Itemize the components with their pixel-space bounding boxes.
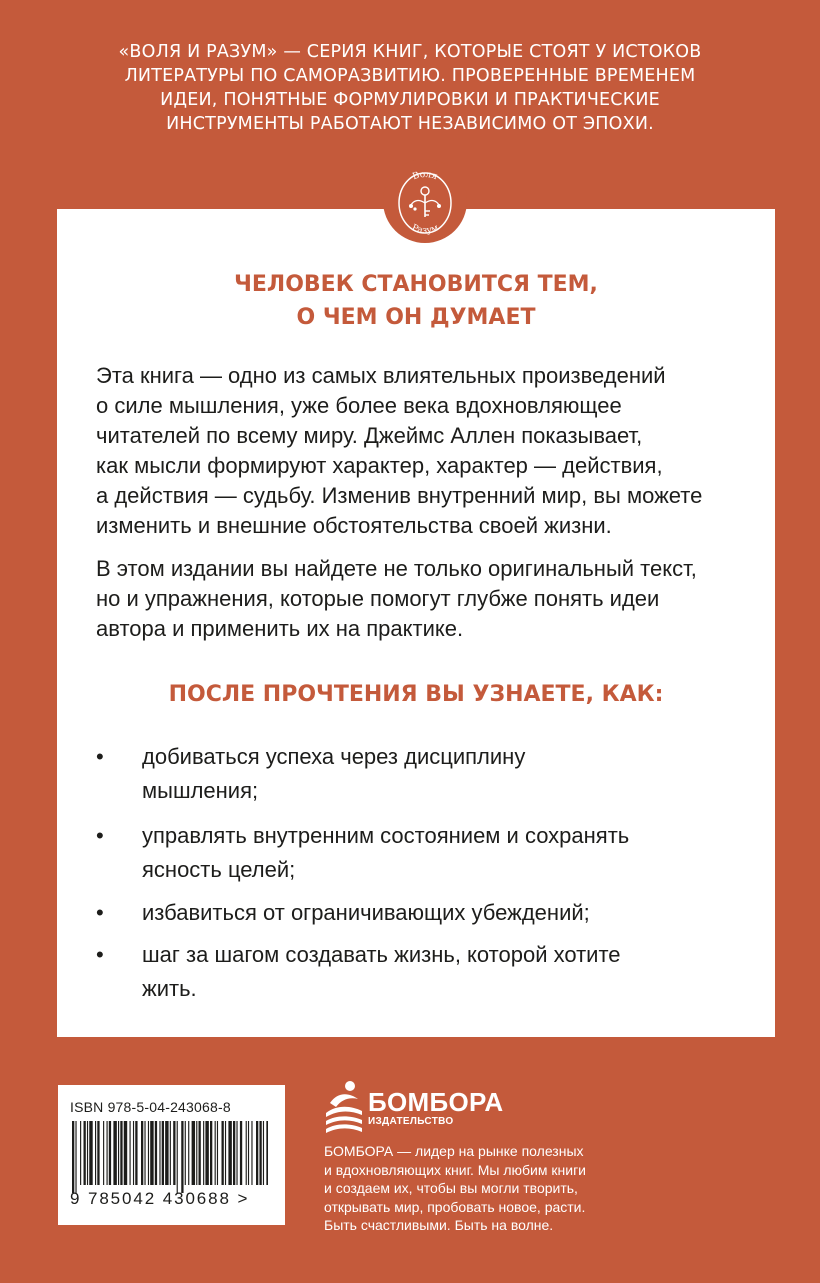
list-item-line: жить. <box>142 976 197 1001</box>
paragraph-line: Эта книга — одно из самых влиятельных произведений <box>96 363 666 388</box>
bullet-icon: • <box>96 900 104 925</box>
barcode-bar <box>75 1121 76 1193</box>
barcode-bar <box>256 1121 258 1185</box>
barcode-bar <box>192 1121 195 1185</box>
barcode-bar <box>148 1121 149 1185</box>
barcode-bar <box>130 1121 131 1185</box>
barcode-bar <box>113 1121 116 1185</box>
intro-line: ИНСТРУМЕНТЫ РАБОТАЮТ НЕЗАВИСИМО ОТ ЭПОХИ. <box>166 114 654 134</box>
barcode-digits: 9 785042 430688 > <box>70 1189 250 1208</box>
barcode-bar <box>259 1121 261 1185</box>
intro-line: «ВОЛЯ И РАЗУМ» — СЕРИЯ КНИГ, КОТОРЫЕ СТОЯТ У ИСТОКОВ <box>118 42 702 62</box>
barcode-bar <box>266 1121 268 1185</box>
bombora-wave-logo-icon <box>324 1077 364 1137</box>
bullet-icon: • <box>96 744 104 769</box>
barcode-bar <box>173 1121 175 1185</box>
list-item-line: ясность целей; <box>142 857 296 882</box>
barcode-bar <box>233 1121 235 1185</box>
seal-bottom-text: Разум <box>410 223 440 237</box>
barcode-bar <box>135 1121 137 1185</box>
barcode-bar <box>89 1121 92 1185</box>
publisher-line: и создаем их, чтобы вы могли творить, <box>324 1180 578 1196</box>
barcode-bar <box>217 1121 218 1185</box>
paragraph-line: автора и применить их на практике. <box>96 616 464 641</box>
learn-heading <box>57 678 775 711</box>
barcode-bar <box>236 1121 237 1185</box>
barcode-bar <box>222 1121 224 1185</box>
barcode-bar <box>107 1121 108 1185</box>
barcode-bar <box>240 1121 242 1185</box>
svg-text:Воля <box>411 170 439 183</box>
barcode-bar <box>124 1121 127 1185</box>
isbn-barcode-box <box>58 1085 285 1225</box>
publisher-subtitle: ИЗДАТЕЛЬСТВО <box>368 1116 454 1127</box>
barcode-bar <box>87 1121 88 1185</box>
publisher-name: БОМБОРА <box>368 1087 504 1117</box>
list-item-line: шаг за шагом создавать жизнь, которой хотите <box>142 942 621 967</box>
barcode-bar <box>170 1121 171 1185</box>
barcode-bar <box>150 1121 153 1185</box>
barcode-bar <box>199 1121 201 1185</box>
svg-text:Разум <box>410 223 440 236</box>
barcode-bar <box>248 1121 249 1185</box>
paragraph-line: но и упражнения, которые помогут глубже понять идеи <box>96 586 660 611</box>
intro-line: ЛИТЕРАТУРЫ ПО САМОРАЗВИТИЮ. ПРОВЕРЕННЫЕ ВРЕМЕНЕМ <box>124 66 696 86</box>
barcode-bar <box>141 1121 143 1185</box>
barcode-bar <box>177 1121 178 1193</box>
barcode-bar <box>159 1121 160 1185</box>
paragraph-line: читателей по всему миру. Джеймс Аллен показывает, <box>96 423 643 448</box>
intro-line: ИДЕИ, ПОНЯТНЫЕ ФОРМУЛИРОВКИ И ПРАКТИЧЕСКИЕ <box>160 90 660 110</box>
barcode-bar <box>95 1121 96 1185</box>
paragraph-line: изменить и внешние обстоятельства своей жизни. <box>96 513 612 538</box>
barcode-bar <box>120 1121 122 1185</box>
barcode-bar <box>97 1121 99 1185</box>
barcode-bar <box>103 1121 104 1185</box>
barcode-bar <box>133 1121 134 1185</box>
barcode-bar <box>80 1121 81 1185</box>
barcode-bar <box>84 1121 86 1185</box>
publisher-line: открывать мир, пробовать новое, расти. <box>324 1198 586 1215</box>
barcode <box>72 1121 268 1193</box>
list-item-line: добиваться успеха через дисциплину <box>142 744 526 769</box>
barcode-bar <box>210 1121 212 1185</box>
barcode-bar <box>246 1121 247 1185</box>
series-intro <box>60 40 760 136</box>
headline <box>57 268 775 334</box>
barcode-bar <box>196 1121 197 1185</box>
publisher-line: Быть счастливыми. Быть на волне. <box>324 1217 554 1233</box>
description-paragraph <box>96 361 756 541</box>
barcode-bar <box>118 1121 119 1185</box>
key-flower-emblem-icon <box>383 159 467 243</box>
barcode-bar <box>251 1121 252 1185</box>
list-item-line: избавиться от ограничивающих убеждений; <box>142 900 590 925</box>
barcode-bar <box>162 1121 164 1185</box>
barcode-bar <box>205 1121 208 1185</box>
list-item-line: мышления; <box>142 778 259 803</box>
barcode-bar <box>165 1121 168 1185</box>
barcode-bar <box>228 1121 231 1185</box>
headline-line: О ЧЕМ ОН ДУМАЕТ <box>296 305 536 330</box>
publisher-line: БОМБОРА — лидер на рынке полезных <box>324 1143 584 1159</box>
seal-top-text: Воля <box>411 169 439 183</box>
barcode-bar <box>181 1121 183 1193</box>
paragraph-line: а действия — судьбу. Изменив внутренний мир, вы можете <box>96 483 703 508</box>
barcode-bar <box>144 1121 145 1185</box>
series-seal <box>383 159 467 243</box>
learn-heading-text: ПОСЛЕ ПРОЧТЕНИЯ ВЫ УЗНАЕТЕ, КАК: <box>168 682 664 707</box>
barcode-bar <box>72 1121 74 1193</box>
barcode-bar <box>203 1121 204 1185</box>
paragraph-line: как мысли формируют характер, характер — действия, <box>96 453 663 478</box>
barcode-bar <box>215 1121 216 1185</box>
barcode-bar <box>185 1121 186 1185</box>
barcode-bar <box>155 1121 157 1185</box>
paragraph-line: о силе мышления, уже более века вдохновляющее <box>96 393 622 418</box>
headline-line: ЧЕЛОВЕК СТАНОВИТСЯ ТЕМ, <box>234 272 598 297</box>
bullet-icon: • <box>96 823 104 848</box>
barcode-bar <box>263 1121 264 1185</box>
edition-paragraph <box>96 554 756 644</box>
barcode-bar <box>188 1121 189 1185</box>
bullet-icon: • <box>96 942 104 967</box>
list-item-line: управлять внутренним состоянием и сохранять <box>142 823 630 848</box>
paragraph-line: В этом издании вы найдете не только оригинальный текст, <box>96 556 697 581</box>
isbn-label: ISBN 978-5-04-243068-8 <box>70 1099 231 1115</box>
publisher-description <box>324 1142 586 1235</box>
barcode-bar <box>225 1121 226 1185</box>
barcode-bar <box>109 1121 111 1185</box>
publisher-line: и вдохновляющих книг. Мы любим книги <box>324 1161 586 1178</box>
